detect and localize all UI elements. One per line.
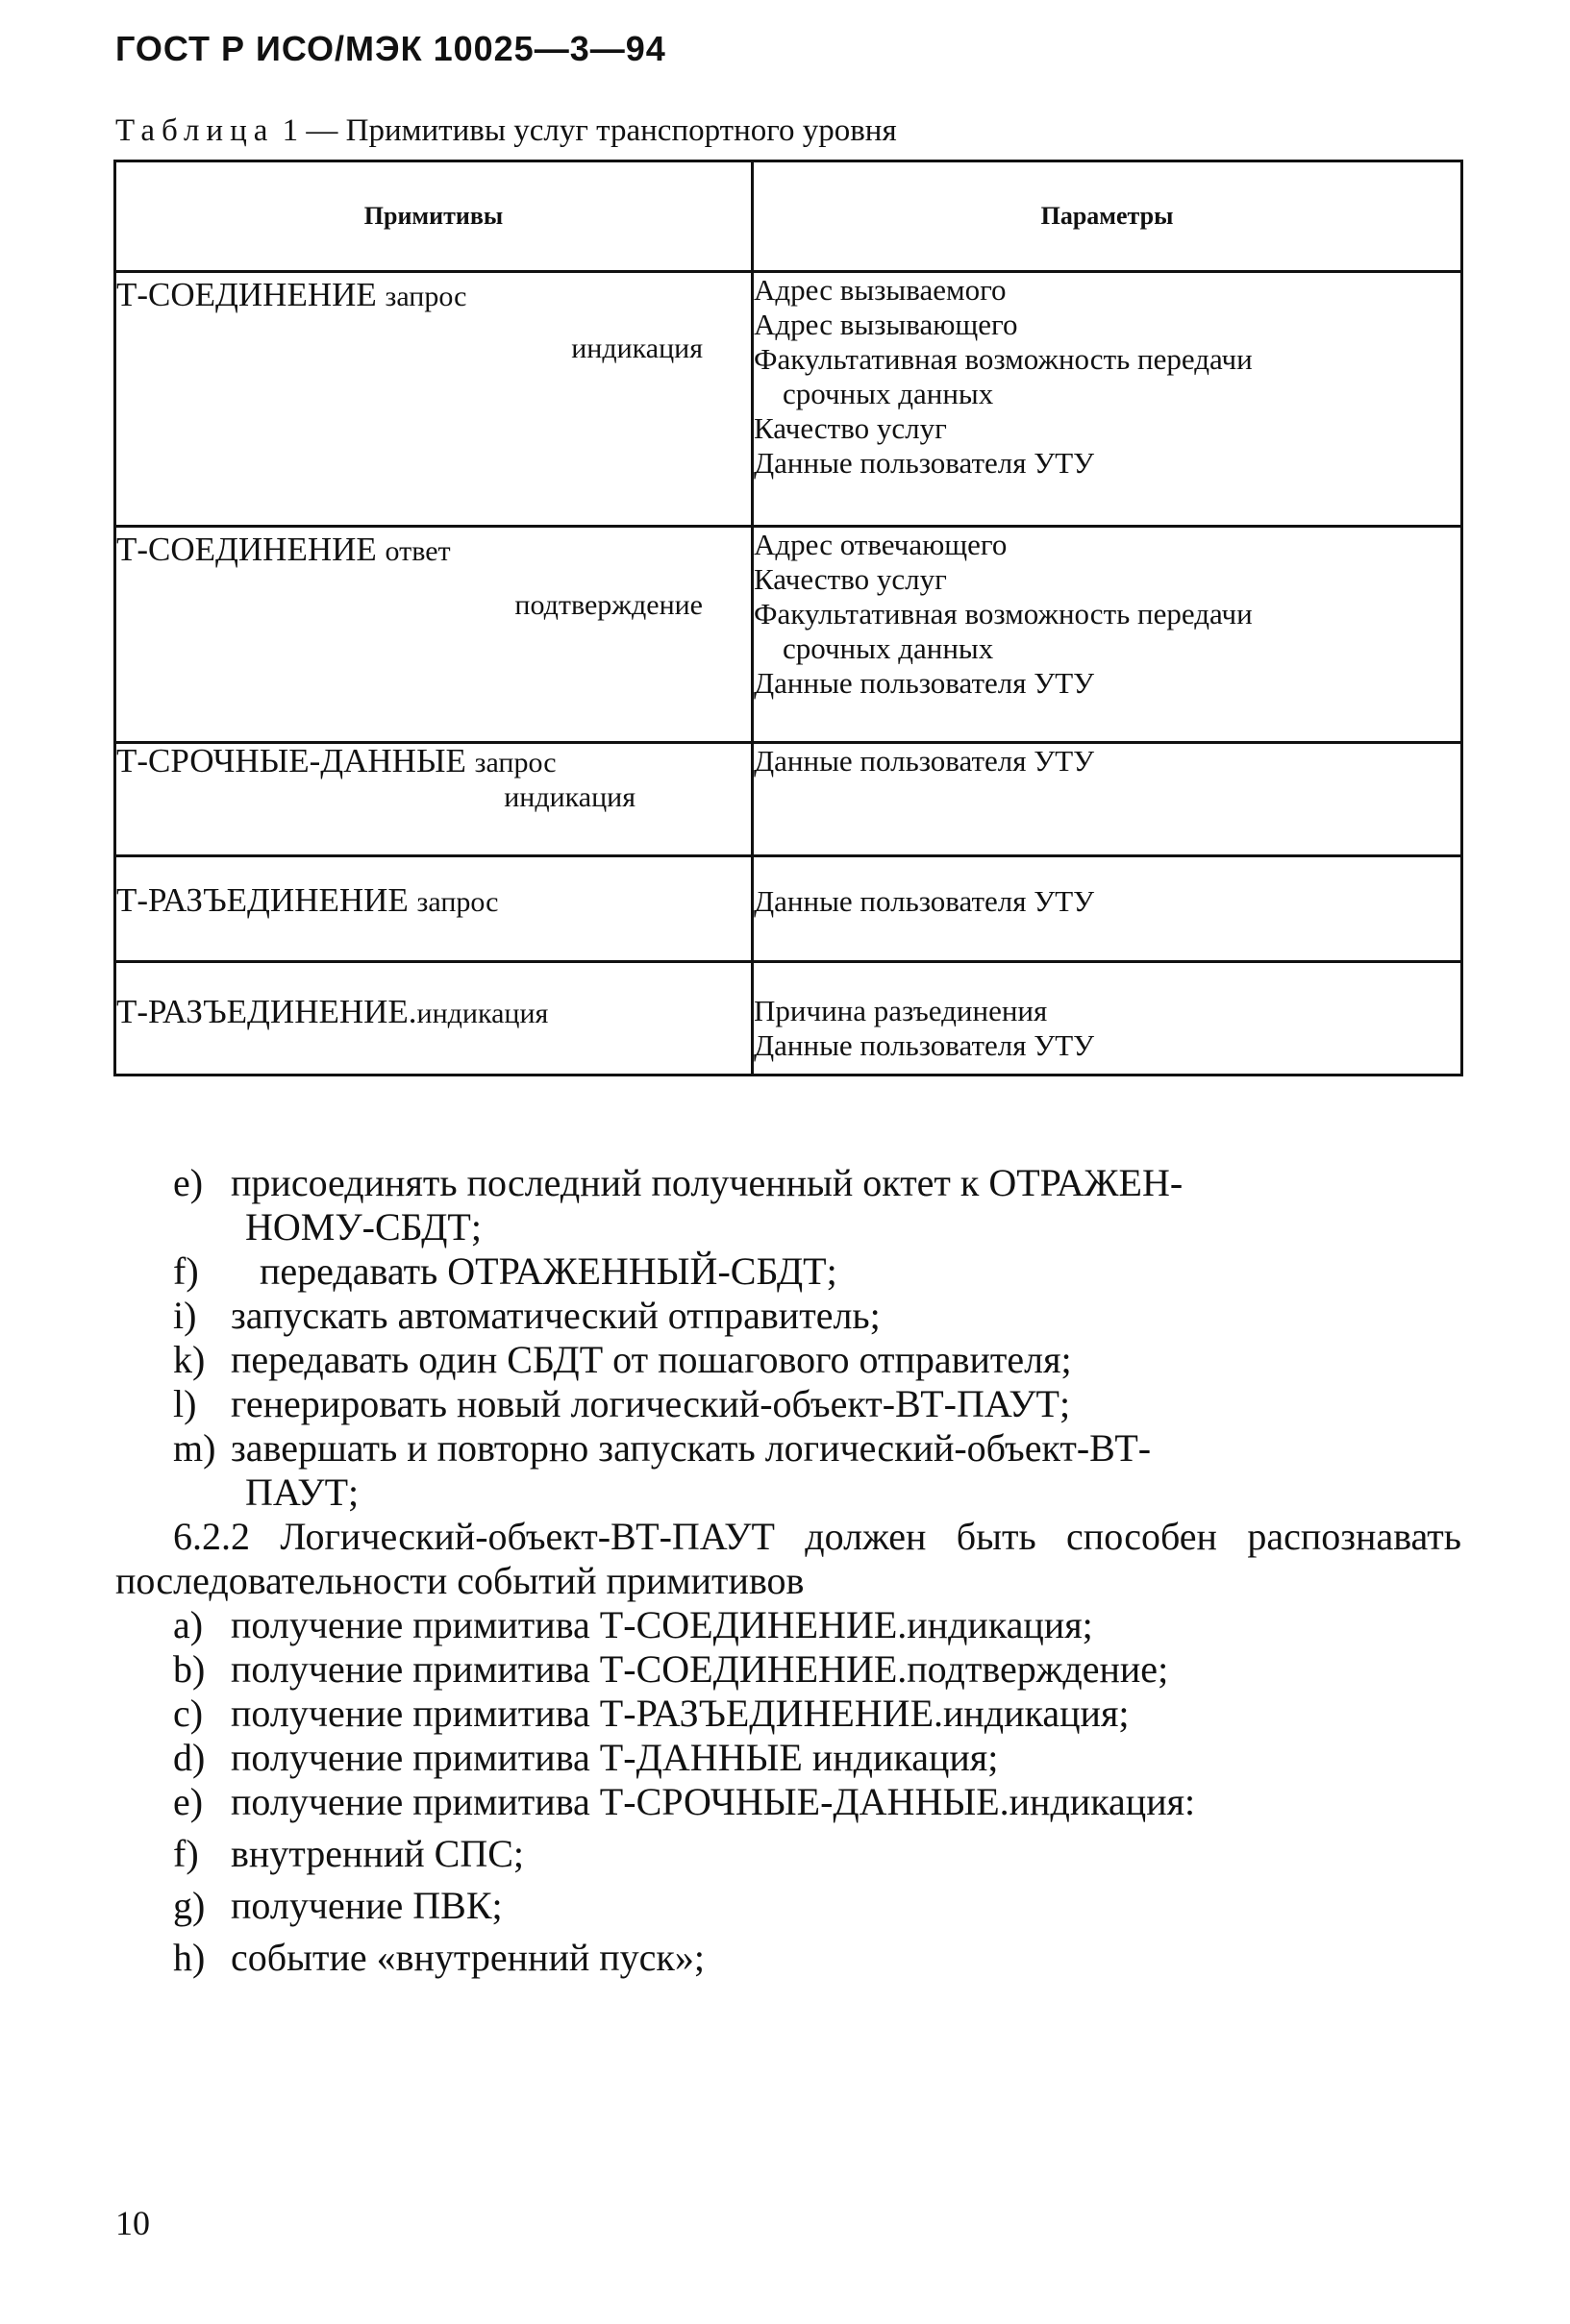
list-marker: a) (173, 1603, 204, 1646)
list-item-continuation: НОМУ-СБДТ; (245, 1205, 482, 1249)
primitive-subtype: запрос (416, 886, 499, 918)
list-item-text: передавать ОТРАЖЕННЫЙ-СБДТ; (260, 1249, 837, 1293)
list-marker: l) (173, 1382, 197, 1425)
list-item-text: внутренний СПС; (231, 1832, 524, 1875)
parameters-cell (753, 527, 1462, 743)
parameter-item: Данные пользователя УТУ (754, 666, 1095, 700)
primitive-subtype: запрос (474, 747, 557, 779)
parameter-item: Адрес вызываемого (754, 273, 1007, 307)
primitive-cell (115, 272, 753, 527)
parameter-item: Данные пользователя УТУ (754, 744, 1095, 778)
document-header: ГОСТ Р ИСО/МЭК 10025—3—94 (115, 29, 666, 68)
table-header-row (115, 161, 1462, 272)
list-item-text: получение ПВК; (231, 1884, 503, 1927)
list-item (115, 1294, 1461, 1338)
parameter-item-continuation: срочных данных (783, 377, 994, 410)
parameter-item: Качество услуг (754, 411, 947, 445)
parameter-item: Качество услуг (754, 562, 947, 596)
table-row (115, 743, 1462, 856)
table-row (115, 856, 1462, 962)
primitive-subtype: запрос (385, 281, 467, 312)
list-marker: g) (173, 1884, 206, 1927)
parameter-item: Адрес вызывающего (754, 308, 1018, 341)
list-marker: m) (173, 1426, 216, 1470)
column-header-parameters: Параметры (753, 161, 1462, 272)
list-item-text: получение примитива Т-ДАННЫЕ индикация; (231, 1736, 999, 1779)
list-marker: f) (173, 1832, 199, 1875)
list-item (115, 1692, 1461, 1736)
list-item (115, 1249, 1461, 1294)
parameters-cell (753, 962, 1462, 1075)
primitive-cell (115, 962, 753, 1075)
primitive-second-subtype: индикация (571, 333, 703, 364)
list-marker: d) (173, 1736, 206, 1779)
list-item-text: запускать автоматический отправитель; (231, 1294, 881, 1337)
body-text (115, 1161, 1461, 1980)
primitive-name: Т-РАЗЪЕДИНЕНИЕ (116, 881, 409, 919)
column-header-primitives: Примитивы (115, 161, 753, 272)
list-marker: e) (173, 1161, 204, 1204)
primitive-second-subtype: подтверждение (514, 589, 703, 621)
table-row (115, 962, 1462, 1075)
primitive-name: Т-СРОЧНЫЕ-ДАННЫЕ (116, 742, 466, 779)
list-item (115, 1647, 1461, 1692)
parameter-item: Данные пользователя УТУ (754, 884, 1095, 918)
primitive-subtype: индикация (416, 998, 549, 1029)
primitive-cell (115, 527, 753, 743)
list-item (115, 1884, 1461, 1928)
list-item-text: присоединять последний полученный октет к ОТРАЖЕН- (231, 1161, 1184, 1204)
list-marker: h) (173, 1936, 206, 1979)
primitive-name: Т-СОЕДИНЕНИЕ (116, 531, 377, 568)
list-item (115, 1426, 1461, 1471)
list-marker: c) (173, 1692, 204, 1735)
parameter-item: Данные пользователя УТУ (754, 446, 1095, 480)
list-marker: e) (173, 1780, 204, 1823)
list-item (115, 1780, 1461, 1824)
list-item-text: получение примитива Т-СОЕДИНЕНИЕ.индикация; (231, 1603, 1093, 1646)
list-item (115, 1161, 1461, 1205)
list-item-text: получение примитива Т-СРОЧНЫЕ-ДАННЫЕ.индикация: (231, 1780, 1196, 1823)
primitives-table (113, 160, 1463, 1076)
parameters-cell (753, 272, 1462, 527)
list-marker: b) (173, 1647, 206, 1691)
parameter-item: Факультативная возможность передачи (754, 342, 1253, 376)
paragraph: 6.2.2 Логический-объект-ВТ-ПАУТ должен быть способен распознавать последовательности событий примитивов (115, 1515, 1461, 1602)
list-marker: k) (173, 1338, 206, 1381)
parameters-cell (753, 856, 1462, 962)
parameter-item: Данные пользователя УТУ (754, 1028, 1095, 1062)
list-marker: i) (173, 1294, 197, 1337)
list-marker: f) (173, 1249, 199, 1293)
list-item (115, 1736, 1461, 1780)
table-row (115, 527, 1462, 743)
parameter-item: Причина разъединения (754, 994, 1048, 1027)
page-number: 10 (115, 2204, 150, 2242)
list-item-continuation: ПАУТ; (245, 1471, 360, 1514)
primitive-subtype: ответ (385, 535, 451, 567)
primitive-cell (115, 856, 753, 962)
list-item (115, 1382, 1461, 1426)
table-caption-word: Таблица (115, 113, 275, 148)
primitive-name: Т-СОЕДИНЕНИЕ (116, 276, 377, 313)
list-item-text: получение примитива Т-РАЗЪЕДИНЕНИЕ.индикация; (231, 1692, 1130, 1735)
list-item (115, 1936, 1461, 1980)
parameter-item: Адрес отвечающего (754, 528, 1008, 561)
table-row (115, 272, 1462, 527)
list-item-text: передавать один СБДТ от пошагового отправителя; (231, 1338, 1072, 1381)
list-item-text: завершать и повторно запускать логический-объект-ВТ- (231, 1426, 1152, 1470)
list-item (115, 1338, 1461, 1382)
list-item (115, 1832, 1461, 1876)
table-caption (115, 113, 897, 149)
list-item (115, 1603, 1461, 1647)
primitive-cell (115, 743, 753, 856)
primitive-second-subtype: индикация (504, 781, 635, 813)
list-item-text: получение примитива Т-СОЕДИНЕНИЕ.подтверждение; (231, 1647, 1169, 1691)
table-caption-text: 1 — Примитивы услуг транспортного уровня (282, 113, 897, 148)
list-item-text: событие «внутренний пуск»; (231, 1936, 705, 1979)
parameter-item: Факультативная возможность передачи (754, 597, 1253, 630)
parameters-cell (753, 743, 1462, 856)
list-item-text: генерировать новый логический-объект-ВТ-ПАУТ; (231, 1382, 1071, 1425)
parameter-item-continuation: срочных данных (783, 631, 994, 665)
primitive-name: Т-РАЗЪЕДИНЕНИЕ. (116, 993, 417, 1030)
